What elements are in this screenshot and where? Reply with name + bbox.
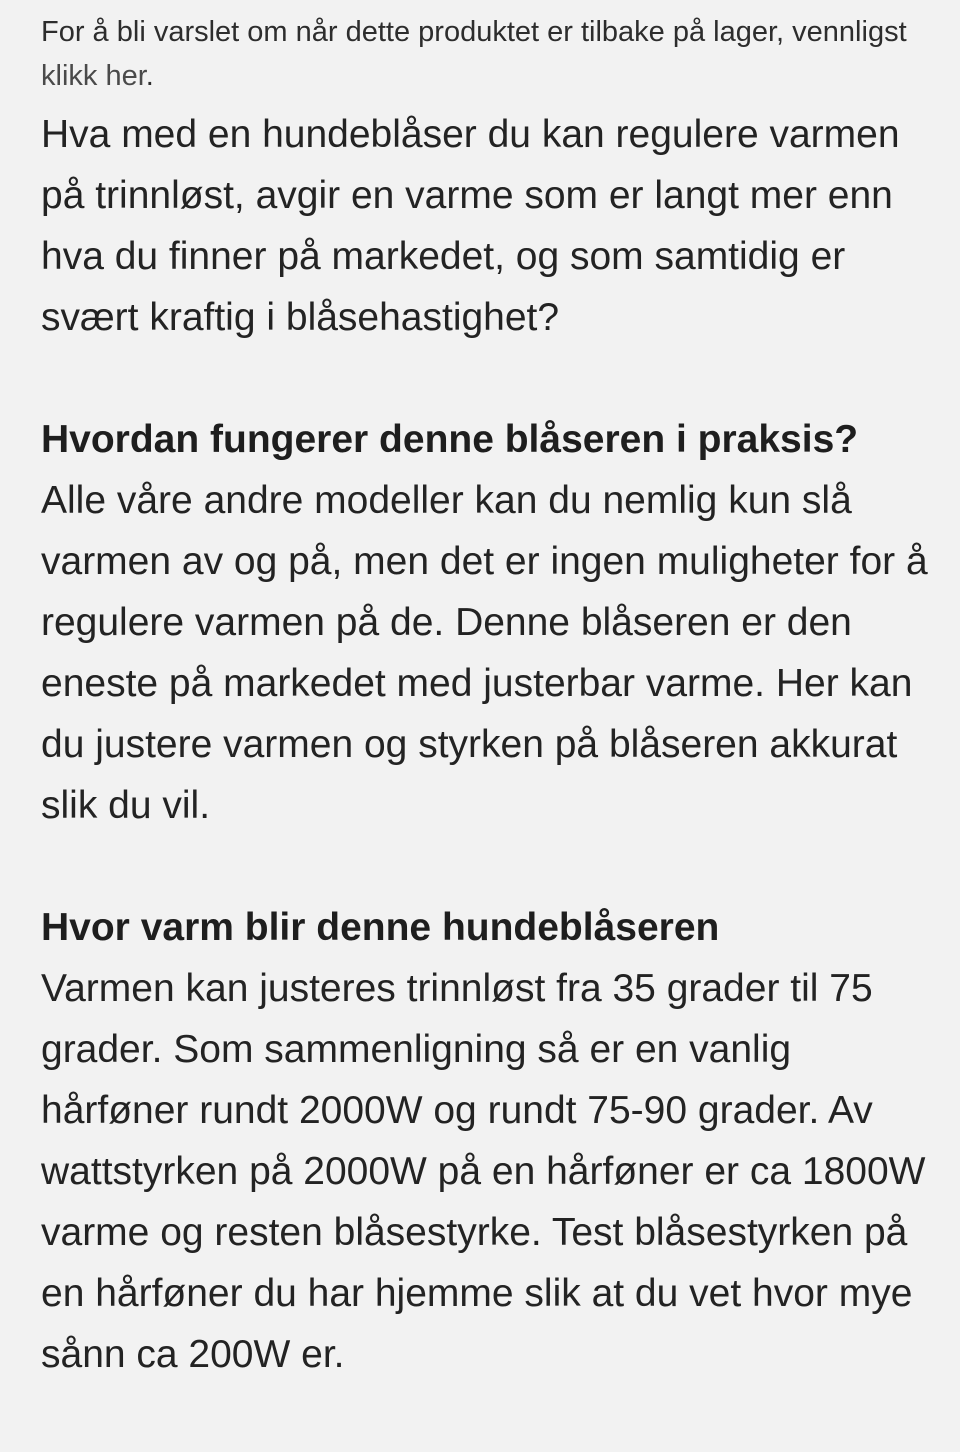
section-heading: Hvordan fungerer denne blåseren i praksis? [41, 418, 859, 461]
stock-notice [41, 10, 931, 98]
notify-me-link[interactable]: klikk her [41, 60, 146, 92]
section-body: Varmen kan justeres trinnløst fra 35 grader til 75 grader. Som sammenligning så er en vanlig hårføner rundt 2000W og rundt 75-90 grader. Av wattstyrken på 2000W på en hårføner er ca 1800W varme og resten blåsestyrke. Test blåsestyrken på en hårføner du har hjemme slik at du vet hvor mye sånn ca 200W er. [41, 967, 926, 1376]
stock-notice-suffix: . [145, 60, 154, 92]
section-heading: Hvor varm blir denne hundeblåseren [41, 906, 720, 949]
section-how-it-works [41, 409, 931, 836]
stock-notice-text: For å bli varslet om når dette produktet er tilbake på lager, vennligst [41, 16, 907, 48]
section-how-warm [41, 897, 931, 1385]
product-description [41, 0, 931, 1385]
intro-paragraph: Hva med en hundeblåser du kan regulere varmen på trinnløst, avgir en varme som er langt mer enn hva du finner på markedet, og som samtidig er svært kraftig i blåsehastighet? [41, 113, 900, 339]
section-body: Alle våre andre modeller kan du nemlig kun slå varmen av og på, men det er ingen muligheter for å regulere varmen på de. Denne blåseren er den eneste på markedet med justerbar varme. Her kan du justere varmen og styrken på blåseren akkurat slik du vil. [41, 479, 928, 827]
